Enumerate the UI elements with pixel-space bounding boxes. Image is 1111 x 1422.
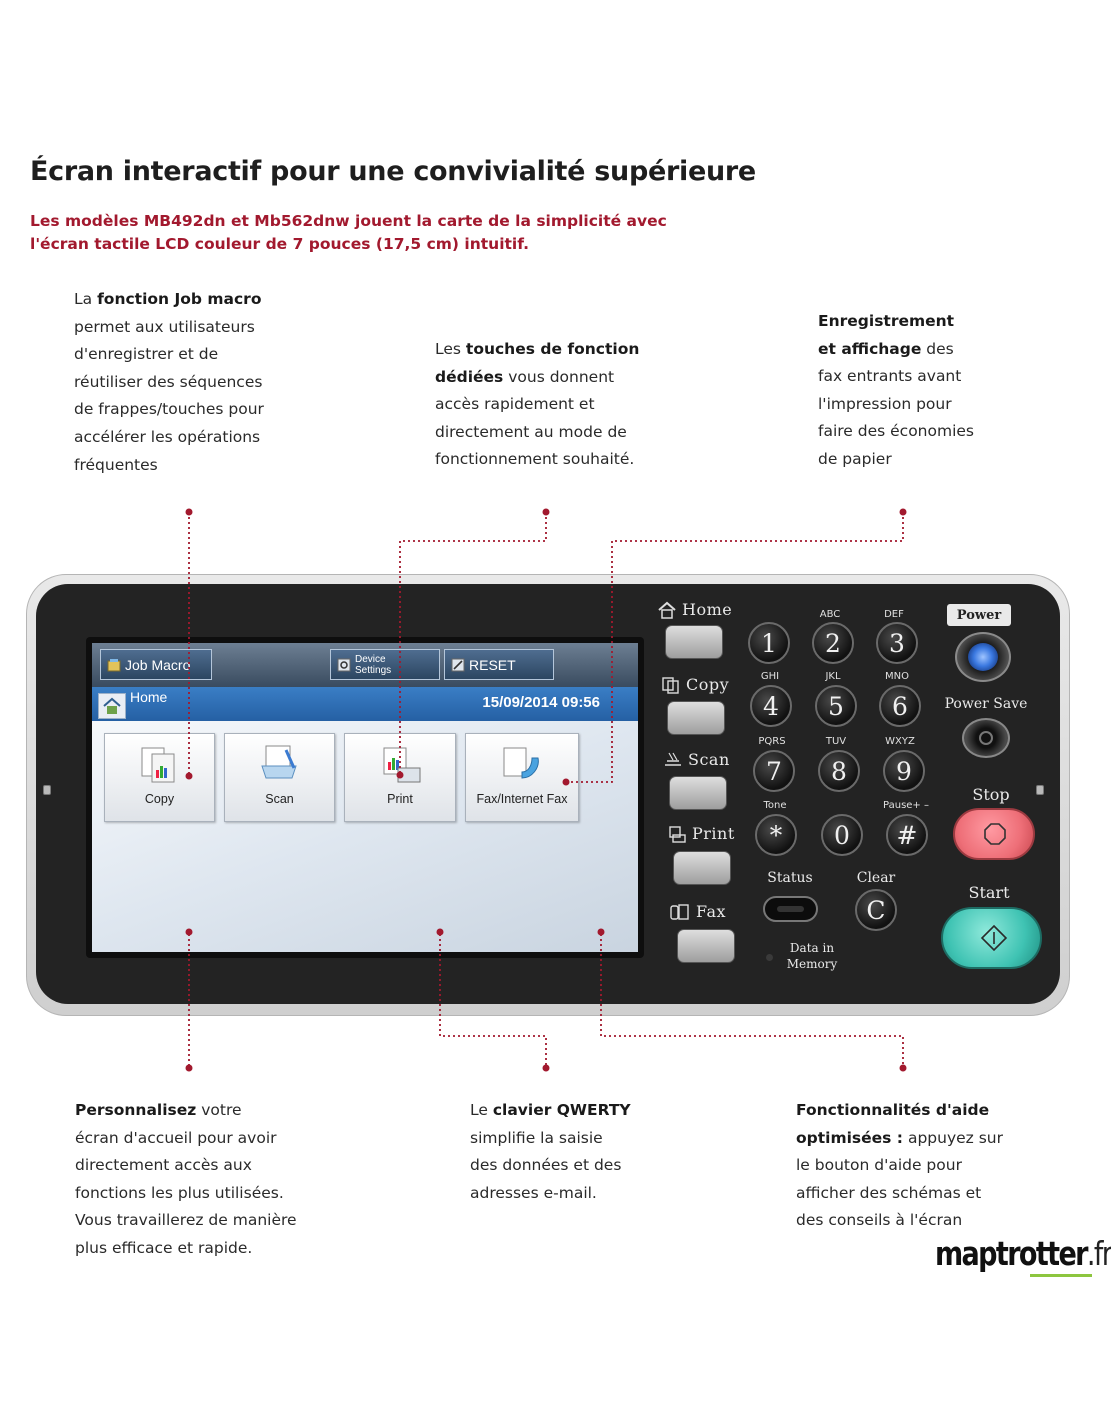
print-icon: [376, 744, 424, 786]
device-settings-icon: [337, 658, 351, 672]
fax-icon: [669, 903, 691, 921]
callout-line: l'impression pour: [818, 394, 952, 413]
fax-tile[interactable]: [465, 733, 579, 822]
callout-line: de frappes/touches pour: [74, 400, 264, 419]
callout-line: de papier: [818, 449, 892, 468]
job-macro-label: Job Macro: [125, 656, 191, 673]
screen-topbar: [92, 643, 638, 687]
print-tile[interactable]: [344, 733, 456, 822]
brand-underline: [1030, 1274, 1092, 1277]
brand-logo: [935, 1234, 1111, 1273]
callout-line: des: [921, 339, 954, 358]
copy-tile[interactable]: [104, 733, 215, 822]
callout-line: afficher des schémas et: [796, 1183, 982, 1202]
home-bar: [92, 687, 638, 721]
key-letters-jkl: JKL: [825, 671, 841, 682]
callout-line: fonctionnement souhaité.: [435, 450, 635, 469]
callout-bold: Personnalisez: [75, 1101, 197, 1119]
start-label: Start: [968, 883, 1010, 902]
datetime-display: 15/09/2014 09:56: [482, 694, 600, 711]
data-in-memory-line1: Data in: [789, 941, 835, 955]
data-in-memory-led: [766, 954, 773, 961]
brand-name: maptrotter: [935, 1234, 1087, 1273]
callout-line: directement au mode de: [435, 422, 627, 441]
callout-line: écran d'accueil pour avoir: [75, 1128, 277, 1147]
key-9[interactable]: 9: [883, 750, 925, 792]
stop-label: Stop: [972, 785, 1010, 804]
callout-personalize: [75, 1097, 297, 1263]
start-icon: [981, 925, 1007, 951]
key-6[interactable]: 6: [879, 685, 921, 727]
fax-key[interactable]: [677, 929, 735, 963]
key-4[interactable]: 4: [750, 685, 792, 727]
copy-icon: [136, 744, 184, 786]
stop-button[interactable]: [953, 808, 1035, 860]
start-button[interactable]: [941, 907, 1042, 969]
key-letters-ghi: GHI: [760, 671, 780, 682]
power-button[interactable]: [955, 632, 1011, 682]
device-settings-line1: Device: [355, 653, 386, 665]
leader-dot: [543, 1065, 550, 1072]
copy-icon: [661, 676, 681, 694]
fax-key-label: [669, 902, 726, 921]
device-settings-line2: Settings: [355, 664, 392, 676]
power-save-led: [979, 731, 993, 745]
key-label-tone: Tone: [763, 800, 787, 811]
key-3[interactable]: 3: [876, 622, 918, 664]
house-icon: [657, 601, 677, 619]
callout-line: d'enregistrer et de: [74, 345, 219, 364]
key-letters-pqrs: PQRS: [758, 736, 786, 747]
scan-tile-label: Scan: [265, 792, 294, 806]
scanner-icon: [663, 751, 683, 769]
reset-icon: [451, 658, 465, 672]
callout-bold: fonction Job macro: [97, 290, 262, 308]
power-save-label: Power Save: [944, 696, 1028, 712]
key-7[interactable]: 7: [753, 750, 795, 792]
callout-qwerty: [470, 1097, 631, 1207]
home-key-label: [657, 600, 732, 619]
data-in-memory-line2: Memory: [786, 957, 838, 971]
callout-line: appuyez sur: [903, 1128, 1003, 1147]
callout-lead: La: [74, 290, 98, 308]
callout-line: réutiliser des séquences: [74, 372, 263, 391]
key-letters-mno: MNO: [885, 671, 909, 682]
house-icon: [102, 697, 122, 715]
status-led: [777, 906, 804, 912]
power-label: Power: [947, 604, 1011, 626]
job-macro-button[interactable]: [100, 649, 212, 680]
scan-key[interactable]: [669, 776, 727, 810]
callout-function-keys: [435, 336, 639, 474]
callout-help: [796, 1097, 1003, 1235]
key-letters-abc: ABC: [819, 609, 841, 620]
status-key[interactable]: [763, 896, 818, 922]
key-8[interactable]: 8: [818, 750, 860, 792]
key-letters-wxyz: WXYZ: [885, 736, 915, 747]
scan-key-text: Scan: [688, 750, 730, 769]
scan-icon: [256, 744, 304, 786]
callout-line: votre: [196, 1101, 242, 1119]
clear-key[interactable]: C: [855, 889, 897, 931]
callout-lead: Le: [470, 1101, 493, 1119]
bezel-clip-left: [43, 785, 51, 795]
callout-line: le bouton d'aide pour: [796, 1156, 962, 1175]
callout-line: des données et des: [470, 1156, 622, 1175]
power-save-button[interactable]: [962, 718, 1010, 758]
touchscreen: [92, 643, 638, 952]
callout-bold: Fonctionnalités d'aide: [796, 1101, 990, 1119]
callout-line: simplifie la saisie: [470, 1128, 603, 1147]
key-0[interactable]: 0: [821, 814, 863, 856]
home-key[interactable]: [665, 625, 723, 659]
callout-line: plus efficace et rapide.: [75, 1238, 253, 1257]
reset-button[interactable]: [444, 649, 554, 680]
callout-line: fonctions les plus utilisées.: [75, 1183, 284, 1202]
key-2[interactable]: 2: [812, 622, 854, 664]
page-title: Écran interactif pour une convivialité supérieure: [30, 156, 756, 187]
callout-bold: clavier QWERTY: [492, 1101, 631, 1119]
bezel-clip-right: [1036, 785, 1044, 795]
callout-job-macro: [74, 286, 264, 479]
callout-line: Vous travaillerez de manière: [75, 1211, 297, 1230]
print-key[interactable]: [673, 851, 731, 885]
callout-lead: Les: [435, 340, 466, 358]
callout-fax-storage: [818, 308, 974, 474]
callout-line: des conseils à l'écran: [796, 1211, 963, 1230]
key-label-pause: Pause+ –: [883, 800, 929, 811]
callout-line: directement accès aux: [75, 1156, 252, 1175]
power-led: [968, 643, 998, 671]
callout-bold: optimisées :: [796, 1128, 904, 1147]
callout-line: fax entrants avant: [818, 367, 962, 386]
print-key-text: Print: [692, 824, 735, 843]
copy-key-label: [661, 675, 729, 694]
fax-phone-icon: [498, 744, 546, 786]
printer-icon: [667, 825, 687, 843]
scan-tile[interactable]: [224, 733, 335, 822]
device-settings-label: [355, 654, 391, 676]
callout-line: fréquentes: [74, 455, 158, 474]
home-title: Home: [130, 689, 168, 705]
callout-bold: et affichage: [818, 339, 922, 358]
print-key-label: [667, 824, 735, 843]
key-letters-tuv: TUV: [825, 736, 847, 747]
data-in-memory-label: [782, 940, 842, 972]
leader-dot: [186, 509, 193, 516]
callout-line: vous donnent: [503, 367, 615, 386]
copy-key-text: Copy: [686, 675, 730, 694]
job-macro-icon: [107, 658, 121, 672]
leader-dot: [900, 1065, 907, 1072]
brand-tld: .fr: [1086, 1234, 1111, 1273]
leader-dot: [186, 1065, 193, 1072]
page-subtitle: Les modèles MB492dn et Mb562dnw jouent la carte de la simplicité avec l'écran tactile LCD couleur de 7 pouces (17,5 cm) intuitif.: [30, 212, 667, 253]
home-key-text: Home: [682, 600, 733, 619]
callout-bold: Enregistrement: [818, 312, 955, 330]
fax-tile-label: Fax/Internet Fax: [476, 792, 568, 806]
key-letters-def: DEF: [884, 609, 904, 620]
callout-bold: dédiées: [435, 367, 504, 386]
callout-bold: touches de fonction: [465, 340, 640, 358]
key-1[interactable]: 1: [748, 622, 790, 664]
leader-dot: [543, 509, 550, 516]
key-5[interactable]: 5: [815, 685, 857, 727]
key-star[interactable]: *: [755, 814, 797, 856]
copy-tile-label: Copy: [144, 792, 175, 806]
copy-key[interactable]: [667, 701, 725, 735]
callout-line: accélérer les opérations: [74, 427, 261, 446]
callout-line: accès rapidement et: [435, 395, 595, 414]
callout-line: adresses e-mail.: [470, 1183, 597, 1202]
status-label: Status: [767, 870, 813, 886]
leader-dot: [900, 509, 907, 516]
scan-key-label: [663, 750, 730, 769]
clear-label: Clear: [856, 870, 896, 886]
print-tile-label: Print: [387, 792, 413, 806]
stop-icon: [984, 823, 1006, 845]
reset-label: RESET: [469, 656, 516, 673]
key-hash[interactable]: #: [886, 814, 928, 856]
fax-key-text: Fax: [696, 902, 727, 921]
callout-line: faire des économies: [818, 422, 974, 441]
callout-line: permet aux utilisateurs: [74, 317, 255, 336]
home-screen-icon[interactable]: [98, 693, 126, 719]
device-settings-button[interactable]: [330, 649, 440, 680]
